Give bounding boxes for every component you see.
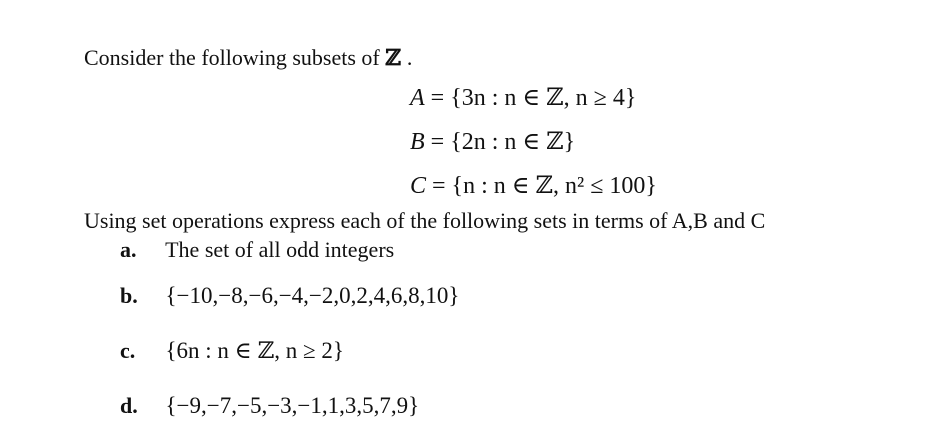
set-b-name: B [410,129,425,155]
item-a [120,237,394,263]
item-a-text: The set of all odd integers [165,237,395,262]
set-a-name: A [410,85,425,111]
integers-symbol: ℤ [385,45,402,71]
set-b-definition [410,122,657,166]
set-a-definition [410,78,657,122]
intro-text: Consider the following subsets of [84,45,380,70]
set-c-definition [410,166,657,210]
item-d [120,393,419,419]
item-a-letter: a. [120,237,137,262]
item-b [120,283,459,309]
item-b-letter: b. [120,283,138,308]
intro-end: . [406,45,413,70]
item-c-letter: c. [120,338,136,363]
item-d-letter: d. [120,393,138,418]
item-c [120,338,344,364]
item-c-set: {6n : n ∈ ℤ, n ≥ 2} [165,338,344,363]
set-definitions [410,78,657,210]
set-c-name: C [410,173,427,199]
item-b-set: {−10,−8,−6,−4,−2,0,2,4,6,8,10} [165,283,460,308]
instruction: Using set operations express each of the following sets in terms of A,B and C [84,208,766,233]
item-d-set: {−9,−7,−5,−3,−1,1,3,5,7,9} [165,393,420,418]
intro-sentence [84,44,412,72]
set-a-expression: = {3n : n ∈ ℤ, n ≥ 4} [430,85,637,111]
set-b-expression: = {2n : n ∈ ℤ} [430,129,576,155]
set-c-expression: = {n : n ∈ ℤ, n² ≤ 100} [432,173,657,199]
